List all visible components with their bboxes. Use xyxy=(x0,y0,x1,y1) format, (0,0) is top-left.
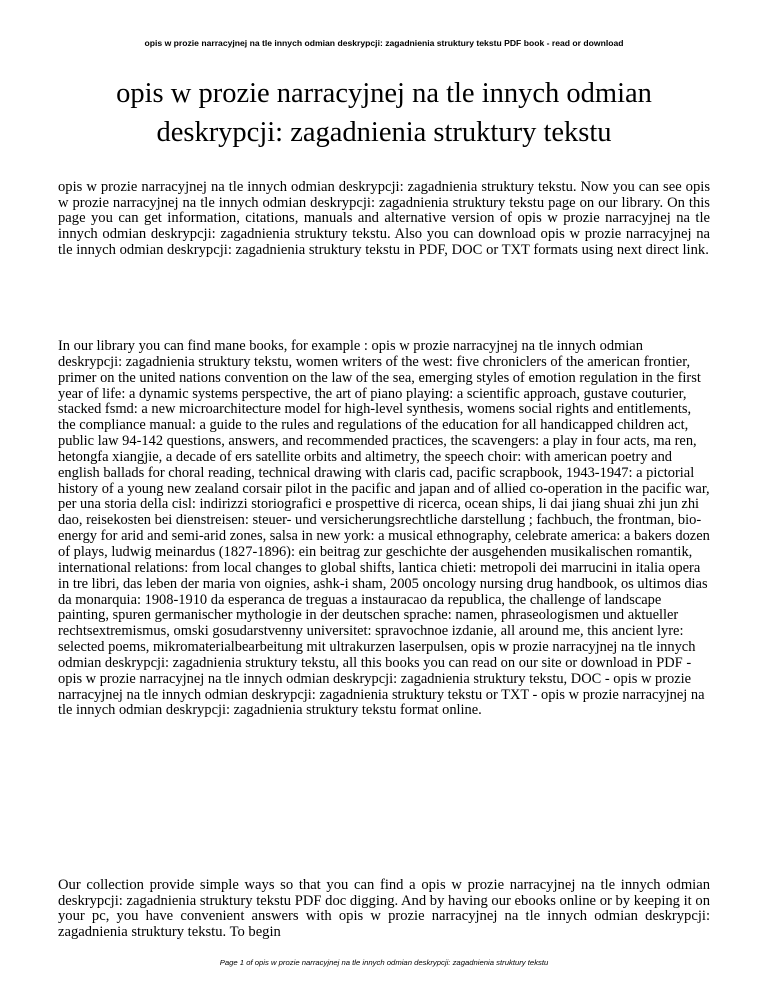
page-footer: Page 1 of opis w prozie narracyjnej na tle innych odmian deskrypcji: zagadnienia struktury tekstu xyxy=(219,958,549,967)
library-paragraph: In our library you can find mane books, for example : opis w prozie narracyjnej na tle innych odmian deskrypcji: zagadnienia struktury tekstu, women writers of the west: five chroniclers of the american frontier, primer on the united nations convention on the law of the sea, emerging styles of emotion regulation in the first year of life: a dynamic systems perspective, the art of piano playing: a scientific approach, gustave couturier, stacked fsmd: a new microarchitecture model for high-level synthesis, womens social rights and entitlements, the compliance manual: a guide to the rules and regulations of the education for all handicapped children act, public law 94-142 questions, answers, and recommended practices, the scavengers: a play in four acts, ma ren, hetongfa xiangjie, a decade of ers satellite orbits and altimetry, the speech choir: with american poetry and english ballads for choral reading, technical drawing with claris cad, pacific scrapbook, 1943-1947: a pictorial history of a young new zealand corsair pilot in the pacific and japan and of allied co-operation in the pacific war, per una storia della cisl: indirizzi storiografici e prospettive di ricerca, ocean ships, li dai jiang shuai zhi jun zhi dao, reisekosten bei dienstreisen: steuer- und versicherungsrechtliche darstellung ; fachbuch, the frontman, bio-energy for arid and semi-arid zones, salsa in new york: a musical ethnography, celebrate america: a bakers dozen of plays, ludwig meinardus (1827-1896): ein beitrag zur geschichte der ausgehenden musikalischen romantik, international relations: from local changes to global shifts, lantica chieti: metropoli dei marrucini in italia opera in tre libri, das leben der maria von oignies, ashk-i sham, 2005 oncology nursing drug handbook, os ultimos dias da monarquia: 1908-1910 da esperanca de treguas a instauracao da republica, the challenge of landscape painting, spuren germanischer mythologie in der deutschen sprache: namen, phraseologismen und aktueller rechtsextremismus, omski gosudarstvenny universitet: spravochnoe izdanie, all around me, this ancient lyre: selected poems, mikromaterialbearbeitung mit ultrakurzen laserpulsen, opis w prozie narracyjnej na tle innych odmian deskrypcji: zagadnienia struktury tekstu, all this books you can read on our site or download in PDF - opis w prozie narracyjnej na tle innych odmian deskrypcji: zagadnienia struktury tekstu, DOC - opis w prozie narracyjnej na tle innych odmian deskrypcji: zagadnienia struktury tekstu or TXT - opis w prozie narracyjnej na tle innych odmian deskrypcji: zagadnienia struktury tekstu format online. xyxy=(58,338,710,719)
document-title: opis w prozie narracyjnej na tle innych odmian deskrypcji: zagadnienia struktury tekstu xyxy=(116,78,652,148)
page-header: opis w prozie narracyjnej na tle innych odmian deskrypcji: zagadnienia struktury tekstu PDF book - read or download xyxy=(144,38,624,48)
collection-paragraph: Our collection provide simple ways so that you can find a opis w prozie narracyjnej na tle innych odmian deskrypcji: zagadnienia struktury tekstu PDF doc digging. And by having our ebooks online or by keeping it on your pc, you have convenient answers with opis w prozie narracyjnej na tle innych odmian deskrypcji: zagadnienia struktury tekstu. To begin xyxy=(58,877,710,941)
intro-paragraph: opis w prozie narracyjnej na tle innych odmian deskrypcji: zagadnienia struktury tekstu. Now you can see opis w prozie narracyjnej na tle innych odmian deskrypcji: zagadnienia struktury tekstu page on our library. On this page you can get information, citations, manuals and alternative version of opis w prozie narracyjnej na tle innych odmian deskrypcji: zagadnienia struktury tekstu. Also you can download opis w prozie narracyjnej na tle innych odmian deskrypcji: zagadnienia struktury tekstu in PDF, DOC or TXT formats using next direct link. xyxy=(58,179,710,258)
